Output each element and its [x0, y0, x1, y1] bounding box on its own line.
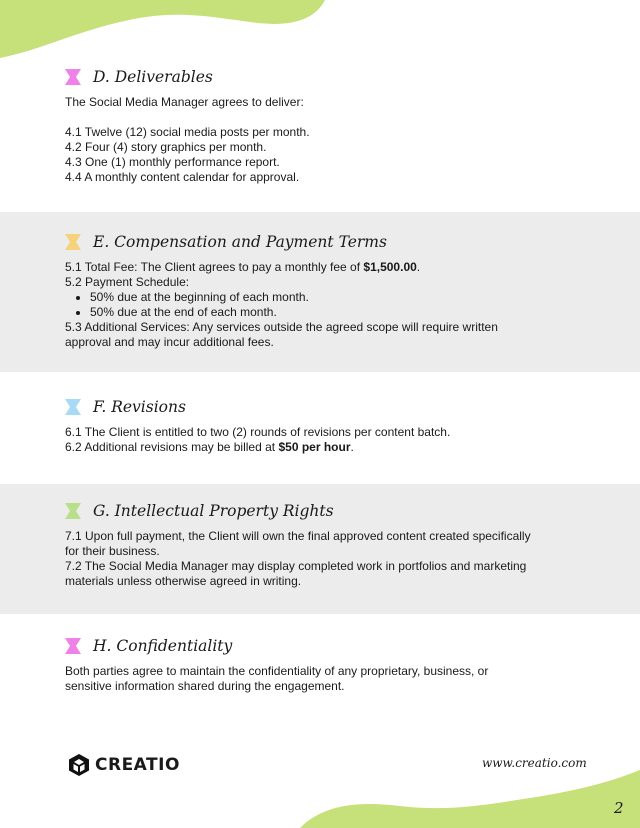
text-line: 6.1 The Client is entitled to two (2) rounds of revisions per content batch. [65, 425, 451, 439]
section-body [65, 664, 585, 694]
fee-prefix: 5.1 Total Fee: The Client agrees to pay a monthly fee of [65, 260, 364, 274]
text-line: The Social Media Manager agrees to deliver: [65, 95, 304, 109]
text-line [65, 260, 585, 275]
text-line: materials unless otherwise agreed in writing. [65, 574, 302, 588]
list-item: • 50% due at the beginning of each month. [90, 290, 585, 305]
bowtie-icon [65, 399, 81, 415]
bowtie-icon [65, 638, 81, 654]
brand-name: CREATIO [95, 755, 180, 775]
section-body [65, 425, 585, 455]
cube-logo-icon [67, 753, 91, 777]
rate-prefix: 6.2 Additional revisions may be billed at [65, 440, 279, 454]
text-line: 4.1 Twelve (12) social media posts per month. [65, 125, 310, 139]
blank-line [65, 110, 585, 125]
section-heading [65, 66, 585, 88]
section-title: G. Intellectual Property Rights [93, 502, 334, 520]
text-line: for their business. [65, 544, 160, 558]
bowtie-icon [65, 69, 81, 85]
fee-amount: $1,500.00 [363, 260, 417, 274]
section-confidentiality [65, 635, 585, 694]
rate-amount: $50 per hour [278, 440, 351, 454]
website-link[interactable]: www.creatio.com [482, 756, 587, 770]
text-line: 7.2 The Social Media Manager may display completed work in portfolios and marketing [65, 559, 527, 573]
decorative-blob-top [0, 0, 340, 60]
list-item: • 50% due at the end of each month. [90, 305, 585, 320]
text-line: 7.1 Upon full payment, the Client will own the final approved content created specifically [65, 529, 531, 543]
section-heading [65, 500, 585, 522]
section-title: F. Revisions [93, 398, 186, 416]
bullet-list [65, 290, 585, 320]
section-title: E. Compensation and Payment Terms [93, 233, 387, 251]
section-intellectual-property [65, 500, 585, 589]
section-heading [65, 231, 585, 253]
text-line: Both parties agree to maintain the confidentiality of any proprietary, business, or [65, 664, 489, 678]
rate-suffix: . [350, 440, 354, 454]
section-heading [65, 396, 585, 418]
text-line: 5.3 Additional Services: Any services outside the agreed scope will require written [65, 320, 498, 334]
text-line: sensitive information shared during the engagement. [65, 679, 345, 693]
text-line: 4.3 One (1) monthly performance report. [65, 155, 280, 169]
section-deliverables [65, 66, 585, 185]
text-line: 5.2 Payment Schedule: [65, 275, 190, 289]
page-number: 2 [614, 799, 624, 817]
section-body [65, 529, 585, 589]
bowtie-icon [65, 503, 81, 519]
section-body [65, 260, 585, 350]
brand-logo [67, 753, 180, 777]
text-line: approval and may incur additional fees. [65, 335, 274, 349]
fee-suffix: . [416, 260, 421, 274]
text-line: 4.4 A monthly content calendar for approval. [65, 170, 300, 184]
text-line [65, 440, 585, 455]
decorative-blob-bottom [300, 768, 640, 828]
section-heading [65, 635, 585, 657]
section-body [65, 95, 585, 185]
section-title: D. Deliverables [93, 68, 213, 86]
bowtie-icon [65, 234, 81, 250]
section-compensation [65, 231, 585, 350]
section-revisions [65, 396, 585, 455]
text-line: 4.2 Four (4) story graphics per month. [65, 140, 267, 154]
section-title: H. Confidentiality [93, 637, 233, 655]
